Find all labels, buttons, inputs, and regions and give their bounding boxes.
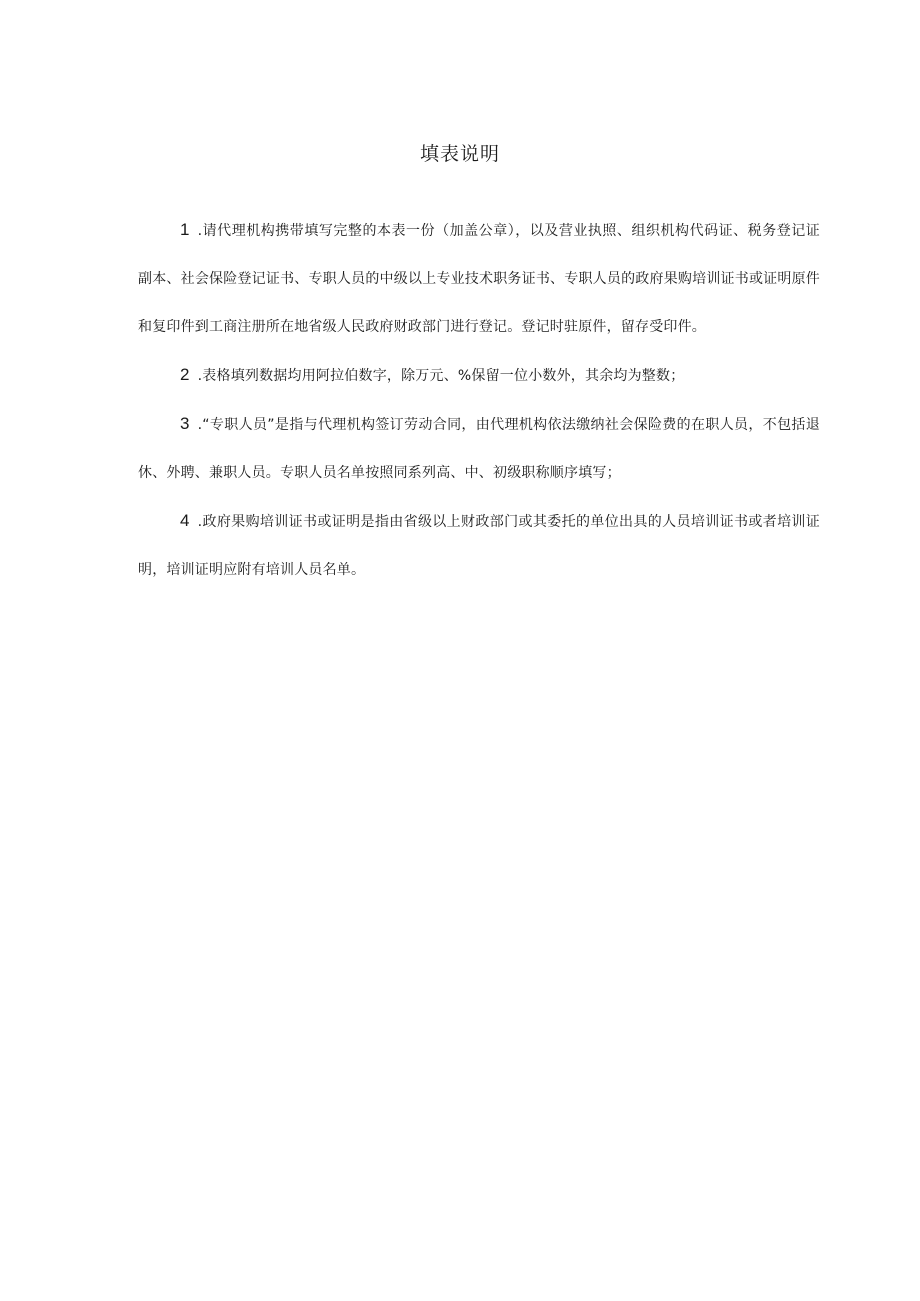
instruction-item-3: [138, 400, 820, 497]
instruction-text: .表格填列数据均用阿拉伯数字，除万元、%保留一位小数外，其余均为整数；: [197, 368, 685, 384]
instruction-item-2: [138, 351, 820, 400]
instruction-text: .请代理机构携带填写完整的本表一份（加盖公章），以及营业执照、组织机构代码证、税务登记证副本、社会保险登记证书、专职人员的中级以上专业技术职务证书、专职人员的政府果购培训证书或证明原件和复印件到工商注册所在地省级人民政府财政部门进行登记。登记时驻原件，留存受印件。: [138, 223, 820, 335]
instruction-number: 4: [180, 511, 190, 530]
instruction-item-4: [138, 497, 820, 594]
instruction-text: .“专职人员”是指与代理机构签订劳动合同，由代理机构依法缴纳社会保险费的在职人员，不包括退休、外聘、兼职人员。专职人员名单按照同系列高、中、初级职称顺序填写；: [138, 417, 820, 481]
instruction-number: 1: [180, 220, 190, 239]
instruction-number: 3: [180, 414, 190, 433]
page-title: 填表说明: [419, 142, 500, 165]
instruction-text: .政府果购培训证书或证明是指由省级以上财政部门或其委托的单位出具的人员培训证书或者培训证明，培训证明应附有培训人员名单。: [138, 514, 820, 578]
instruction-item-1: [138, 206, 820, 351]
instruction-number: 2: [180, 365, 190, 384]
instruction-list: [138, 206, 820, 594]
